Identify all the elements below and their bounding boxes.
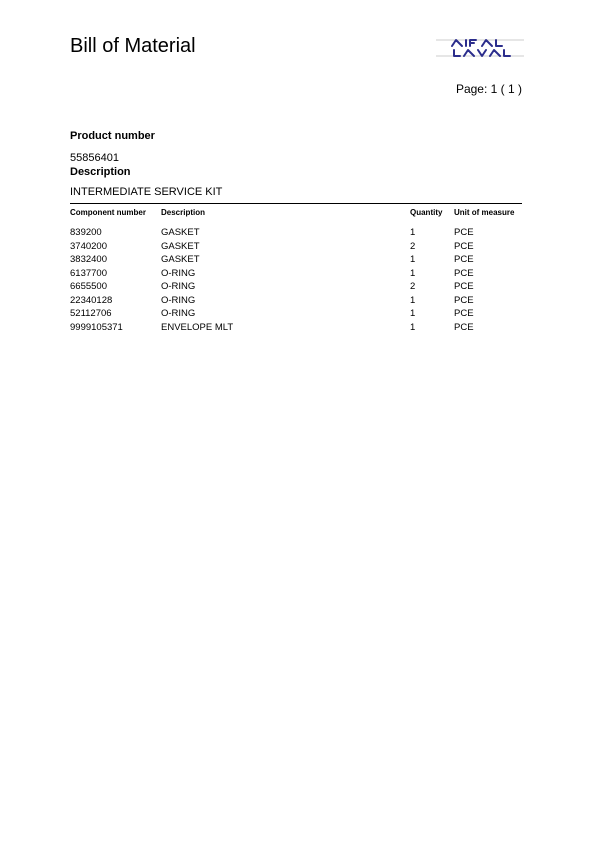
cell-component: 22340128 — [70, 294, 113, 306]
cell-quantity: 1 — [410, 254, 416, 265]
alfa-laval-logo — [434, 30, 526, 66]
table-row — [70, 308, 522, 322]
cell-component: 3740200 — [70, 240, 107, 252]
page-number: Page: 1 ( 1 ) — [455, 82, 522, 96]
cell-component: 9999105371 — [70, 321, 123, 333]
cell-quantity: 2 — [410, 281, 416, 292]
cell-description: O-RING — [161, 281, 196, 292]
cell-description: GASKET — [161, 240, 200, 252]
cell-description: O-RING — [161, 294, 196, 306]
table-header — [70, 208, 522, 220]
cell-description: O-RING — [161, 267, 196, 279]
table-row — [70, 254, 522, 268]
cell-unit: PCE — [454, 227, 474, 238]
page-title: Bill of Material — [70, 35, 196, 57]
description-value: INTERMEDIATE SERVICE KIT — [70, 186, 223, 198]
cell-description: GASKET — [161, 227, 200, 238]
cell-unit: PCE — [454, 294, 474, 306]
table-divider — [70, 203, 522, 204]
cell-quantity: 2 — [410, 240, 416, 252]
column-header-component-number: Component number — [70, 208, 146, 217]
cell-quantity: 1 — [410, 321, 416, 333]
column-header-unit: Unit of measure — [454, 208, 515, 217]
product-number-label: Product number — [70, 130, 155, 142]
cell-unit: PCE — [454, 321, 474, 333]
cell-component: 52112706 — [70, 308, 112, 319]
cell-description: GASKET — [161, 254, 200, 265]
cell-component: 839200 — [70, 227, 102, 238]
cell-unit: PCE — [454, 308, 474, 319]
table-row — [70, 268, 522, 282]
description-label: Description — [70, 166, 131, 178]
cell-description: O-RING — [161, 308, 196, 319]
table-row — [70, 241, 522, 255]
cell-component: 6137700 — [70, 267, 107, 279]
cell-quantity: 1 — [410, 227, 416, 238]
cell-description: ENVELOPE MLT — [161, 321, 234, 333]
product-number-value: 55856401 — [70, 152, 119, 164]
cell-quantity: 1 — [410, 308, 416, 319]
cell-component: 6655500 — [70, 281, 107, 292]
table-row — [70, 322, 522, 336]
column-header-quantity: Quantity — [410, 208, 443, 217]
cell-component: 3832400 — [70, 254, 107, 265]
table-row — [70, 295, 522, 309]
table-row — [70, 281, 522, 295]
column-header-description: Description — [161, 208, 206, 217]
cell-unit: PCE — [454, 281, 474, 292]
table-row — [70, 227, 522, 241]
cell-unit: PCE — [454, 254, 474, 265]
cell-unit: PCE — [454, 240, 474, 252]
cell-quantity: 1 — [410, 267, 416, 279]
table-body — [70, 227, 522, 335]
cell-unit: PCE — [454, 267, 474, 279]
cell-quantity: 1 — [410, 294, 416, 306]
